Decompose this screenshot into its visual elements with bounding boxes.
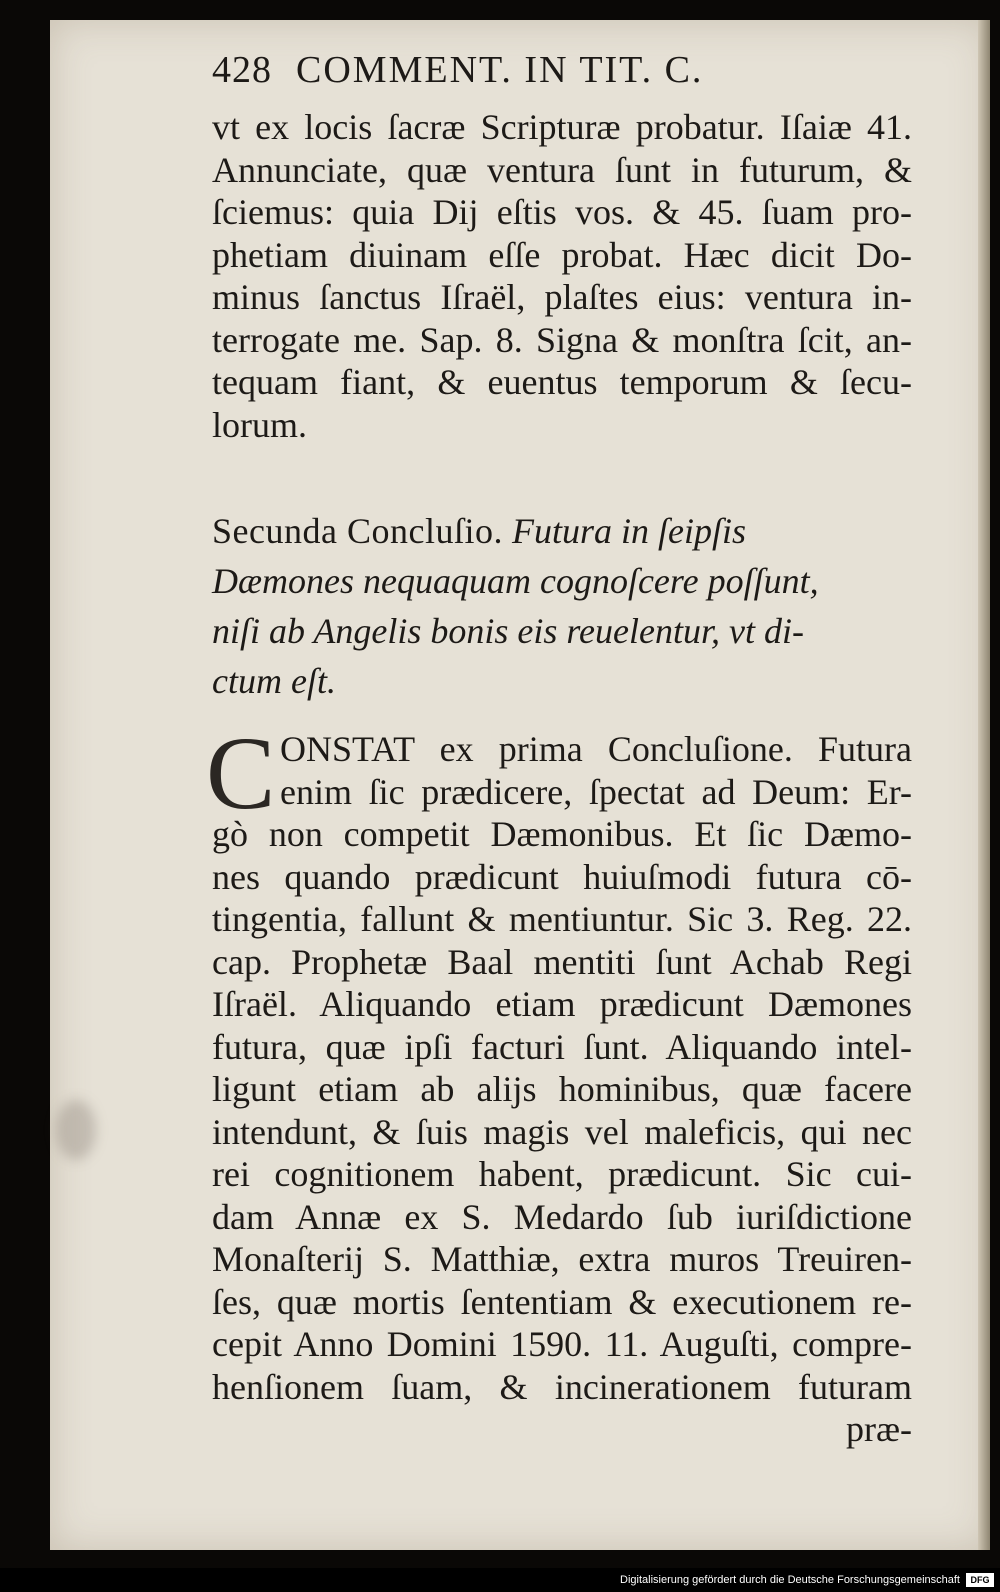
conclusion-line: Dæmones nequaquam cognoſcere poſſunt, [212,561,819,601]
text-line: enim ſic prædicere, ſpectat ad Deum: Er- [280,771,912,812]
text-line: futura, quæ ipſi facturi ſunt. Aliquando intel- [212,1026,912,1067]
paragraph-1 [212,106,912,446]
page-number: 428 [212,49,272,91]
text-line: phetiam diuinam eſſe probat. Hæc dicit Do- [212,234,912,275]
text-line: nes quando prædicunt huiuſmodi futura cō- [212,856,912,897]
text-line: cap. Prophetæ Baal mentiti ſunt Achab Regi [212,941,912,982]
text-line: Annunciate, quæ ventura ſunt in futurum, & [212,149,912,190]
text-line: rei cognitionem habent, prædicunt. Sic cui- [212,1154,912,1194]
text-line: ſciemus: quia Dij eſtis vos. & 45. ſuam pro- [212,192,912,232]
page-header [212,48,912,106]
text-line: ſes, quæ mortis ſententiam & executionem re- [212,1281,912,1322]
page-text [206,48,912,1451]
text-line: tequam fiant, & euentus temporum & ſecu- [212,362,912,402]
footer-bar [0,1568,1000,1592]
drop-cap: C [206,716,276,831]
conclusion-italic-start: Futura in ſeipſis [511,511,746,551]
text-line: lorum. [212,404,307,445]
conclusion-heading: Secunda Concluſio. [212,511,503,551]
digitization-credit: Digitalisierung gefördert durch die Deutsche Forschungsgemeinschaft [620,1574,960,1586]
text-line: henſionem ſuam, & incinerationem futuram [212,1366,912,1407]
text-line: ligunt etiam ab alijs hominibus, quæ facere [212,1069,912,1109]
text-line: terrogate me. Sap. 8. Signa & monſtra ſcit, an- [212,319,912,360]
conclusion-block [212,506,912,706]
text-line: dam Annæ ex S. Medardo ſub iuriſdictione [212,1196,912,1237]
catchword: præ- [846,1409,912,1449]
text-line: Iſraël. Aliquando etiam prædicunt Dæmones [212,984,912,1024]
text-line: minus ſanctus Iſraël, plaſtes eius: ventura in- [212,277,912,317]
running-title: COMMENT. IN TIT. C. [296,49,704,91]
page-edge [978,20,990,1550]
text-line: vt ex locis ſacræ Scripturæ probatur. Iſaiæ 41. [212,107,912,147]
dfg-logo: DFG [966,1573,994,1587]
paper-stain [56,1100,96,1160]
text-line: cepit Anno Domini 1590. 11. Auguſti, compre- [212,1324,912,1364]
conclusion-line: niſi ab Angelis bonis eis reuelentur, vt di- [212,611,804,651]
text-line: gò non competit Dæmonibus. Et ſic Dæmo- [212,814,912,854]
conclusion-line: ctum eſt. [212,661,336,701]
paragraph-2 [206,716,912,1451]
text-line: Monaſterij S. Matthiæ, extra muros Treuiren- [212,1239,912,1279]
text-line: ONSTAT ex prima Concluſione. Futura [280,729,912,769]
text-line: intendunt, & ſuis magis vel maleficis, qui nec [212,1111,912,1152]
text-line: tingentia, fallunt & mentiuntur. Sic 3. Reg. 22. [212,899,912,939]
